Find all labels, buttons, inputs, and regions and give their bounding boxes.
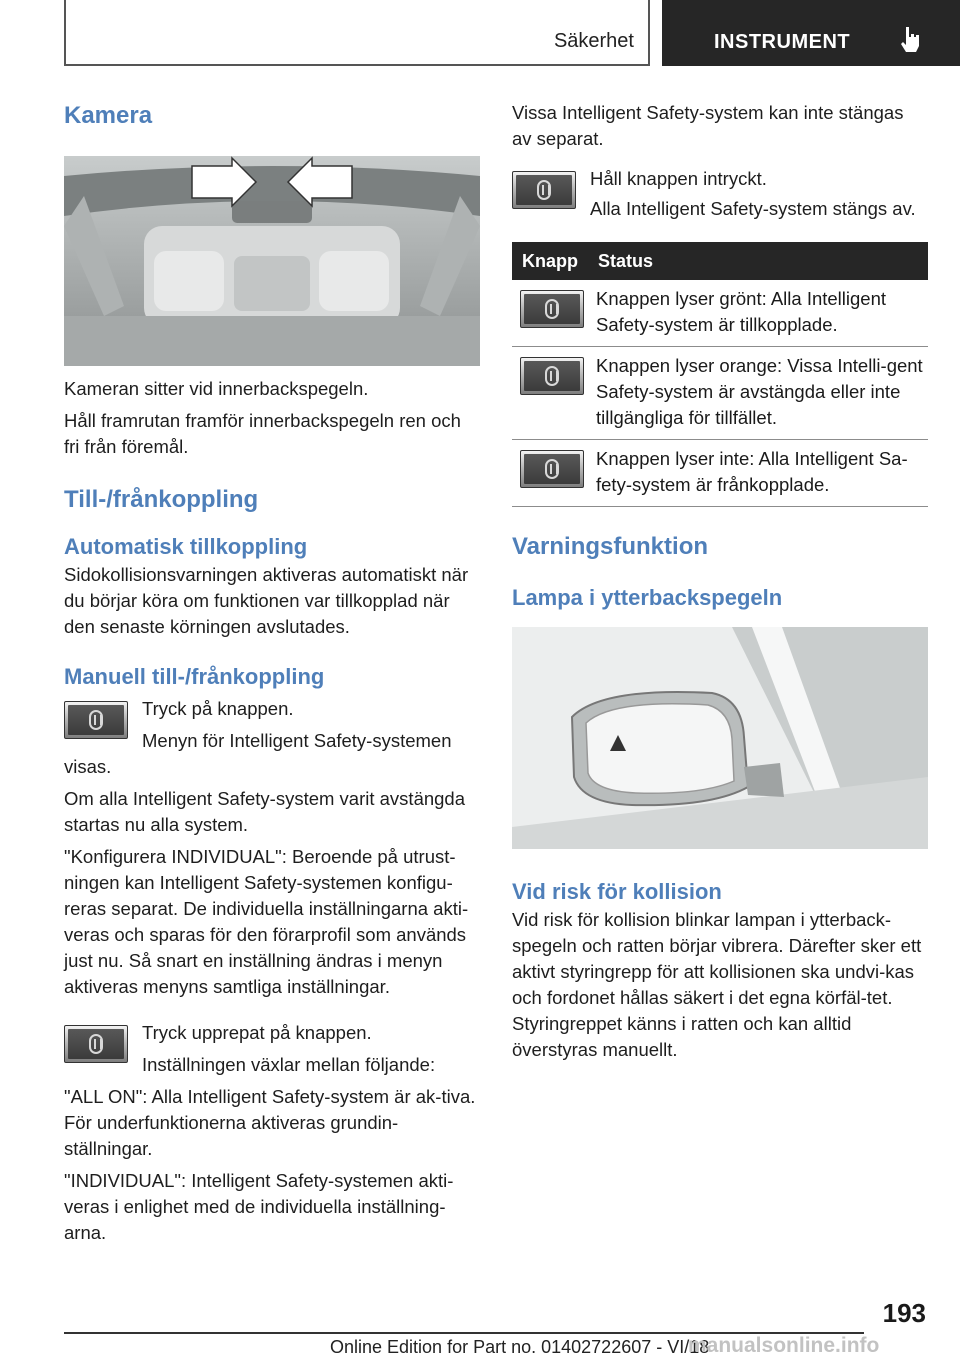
risk-paragraph: Vid risk för kollision blinkar lampan i ytterback-spegeln och ratten börjar vibrera. Därefter sker ett aktivt styringrepp för att kollisionen ska undvi-kas och fordonet hållas säkert i det egna körfäl-tet. Styringreppet känns i ratten och kan alltid överstyras manuellt.	[512, 909, 922, 1060]
vissa-paragraph: Vissa Intelligent Safety-system kan inte stängas av separat.	[512, 102, 904, 149]
step1-line2: Menyn för Intelligent Safety-systemen visas.	[64, 730, 452, 777]
table-cell-status: Knappen lyser orange: Vissa Intelli-gent Safety-system är avstängda eller inte tillgängliga för tillfället.	[596, 347, 928, 440]
right-column	[512, 100, 928, 1063]
page-number: 193	[882, 1298, 926, 1328]
hold-line2: Alla Intelligent Safety-system stängs av.	[590, 198, 916, 219]
header-section-box	[64, 0, 650, 66]
table-row	[512, 440, 928, 507]
individual-paragraph: "INDIVIDUAL": Intelligent Safety-systemen akti-veras i enlighet med de individuella inställning-arna.	[64, 1170, 454, 1243]
table-cell-status: Knappen lyser inte: Alla Intelligent Sa-fety-system är frånkopplade.	[596, 440, 928, 507]
kamera-paragraph-1: Kameran sitter vid innerbackspegeln.	[64, 378, 369, 399]
automatisk-tillkoppling-heading: Automatisk tillkoppling	[64, 534, 308, 559]
button-status-table	[512, 242, 928, 507]
header-section-label: Säkerhet	[553, 30, 634, 52]
safety-button-icon	[64, 701, 128, 739]
pointing-hand-icon	[900, 26, 922, 52]
varningsfunktion-heading: Varningsfunktion	[512, 533, 709, 560]
hold-line1: Håll knappen intryckt.	[590, 168, 767, 189]
footer-watermark: manualsonline.info	[688, 1334, 880, 1357]
risk-heading: Vid risk för kollision	[512, 879, 722, 904]
step2-line1: Tryck upprepat på knappen.	[142, 1022, 372, 1043]
safety-button-icon	[512, 171, 576, 209]
step-press-button	[64, 696, 480, 780]
om-alla-paragraph: Om alla Intelligent Safety-system varit avstängda startas nu alla system.	[64, 788, 466, 835]
header-chapter-tab[interactable]	[662, 0, 960, 66]
kamera-paragraph-2: Håll framrutan framför innerbackspegeln ren och fri från föremål.	[64, 410, 461, 457]
table-header-status: Status	[596, 242, 928, 280]
safety-button-icon	[520, 450, 584, 488]
step2-line2: Inställningen växlar mellan följande:	[142, 1054, 436, 1075]
side-mirror-photo	[512, 627, 928, 849]
automatisk-paragraph: Sidokollisionsvarningen aktiveras automatiskt när du börjar köra om funktionen var tillkopplad när den senaste körningen avslutades.	[64, 564, 469, 637]
table-cell-status: Knappen lyser grönt: Alla Intelligent Safety-system är tillkopplade.	[596, 280, 928, 347]
safety-button-icon	[64, 1025, 128, 1063]
camera-interior-photo	[64, 156, 480, 366]
lampa-heading: Lampa i ytterbackspegeln	[512, 585, 783, 610]
header-chapter-label: INSTRUMENT	[714, 31, 851, 53]
till-frankoppling-heading: Till-/frånkoppling	[64, 486, 259, 513]
manuell-heading: Manuell till-/frånkoppling	[64, 664, 325, 689]
step-hold-button	[512, 166, 928, 222]
konfigurera-paragraph: "Konfigurera INDIVIDUAL": Beroende på utrust-ningen kan Intelligent Safety-systemen konfigu-reras separat. De individuella inställningarna akti-veras och sparas för den förarprofil som används just nu. Så snart en inställning ändras i menyn aktiveras menyns samtliga inställningar.	[64, 846, 469, 997]
step-press-repeatedly	[64, 1020, 480, 1078]
table-row	[512, 347, 928, 440]
left-column	[64, 100, 480, 1246]
all-on-paragraph: "ALL ON": Alla Intelligent Safety-system är ak-tiva. För underfunktionerna aktiveras grundin-ställningar.	[64, 1086, 476, 1159]
safety-button-icon	[520, 357, 584, 395]
kamera-heading: Kamera	[64, 102, 153, 129]
safety-button-icon	[520, 290, 584, 328]
side-mirror-illustration	[512, 627, 928, 849]
footer-edition: Online Edition for Part no. 01402722607 - VI/18	[330, 1337, 710, 1357]
car-interior-illustration	[64, 156, 480, 366]
step1-line1: Tryck på knappen.	[142, 698, 294, 719]
table-header-knapp: Knapp	[512, 242, 596, 280]
table-row	[512, 280, 928, 347]
